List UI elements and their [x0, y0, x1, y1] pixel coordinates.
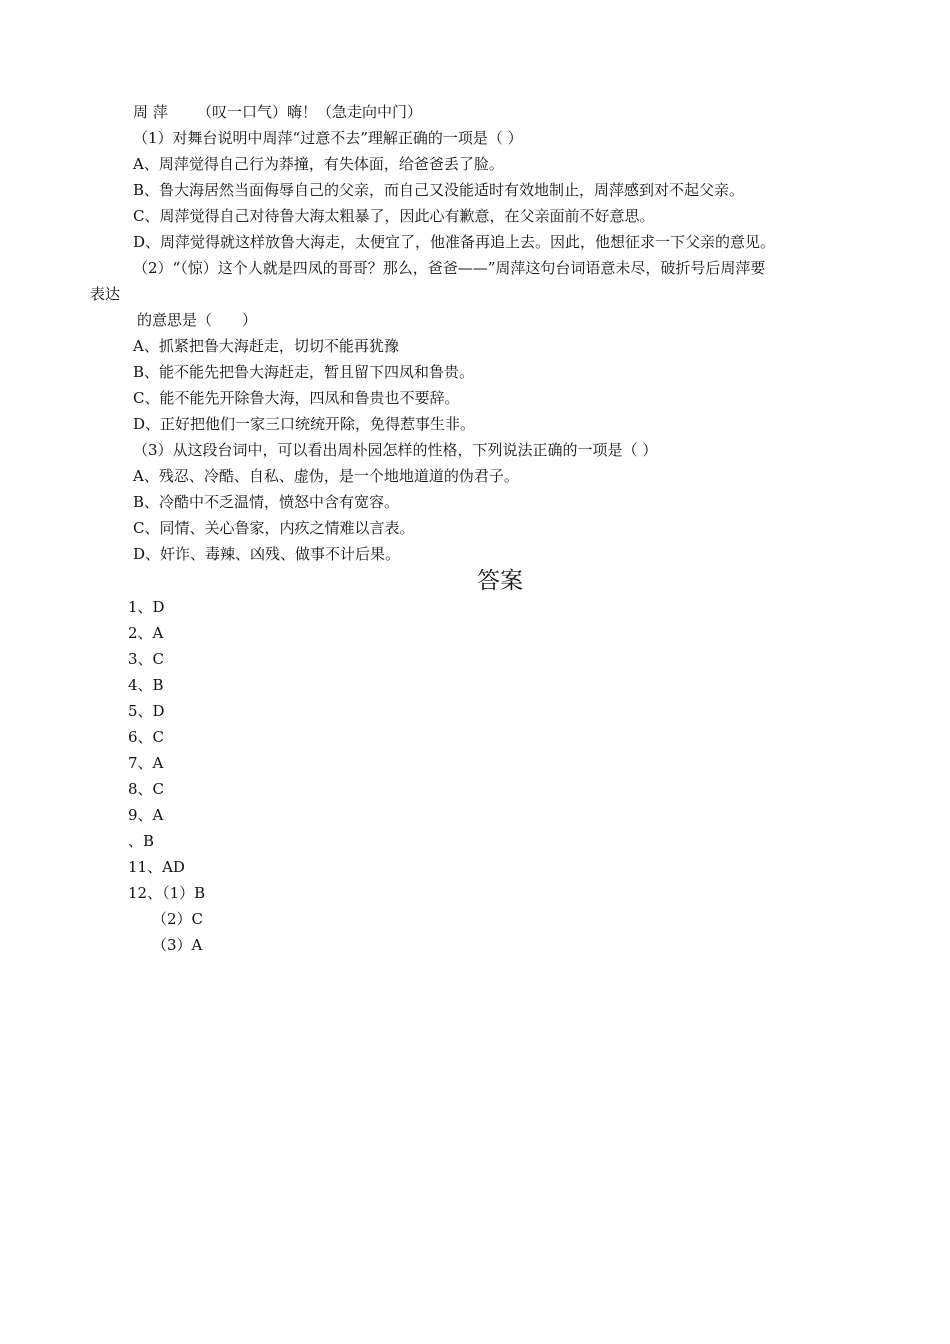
answer-item: 3、C [128, 650, 165, 668]
question-1-option-c: C、周萍觉得自己对待鲁大海太粗暴了，因此心有歉意，在父亲面前不好意思。 [133, 207, 655, 225]
question-3-option-b: B、冷酷中不乏温情，愤怒中含有宽容。 [133, 493, 400, 511]
question-2-stem-line1: （2）“（惊）这个人就是四凤的哥哥？那么，爸爸——”周萍这句台词语意未尽，破折号后周萍要 [133, 259, 766, 277]
answer-item: 2、A [128, 624, 164, 642]
answer-item: 12、（1）B [128, 884, 206, 902]
question-2-option-c: C、能不能先开除鲁大海，四凤和鲁贵也不要辞。 [133, 389, 460, 407]
answer-sub-item: （2）C [152, 910, 204, 928]
answers-heading: 答案 [477, 568, 523, 594]
answer-item: 9、A [128, 806, 164, 824]
question-3-option-a: A、残忍、冷酷、自私、虚伪，是一个地地道道的伪君子。 [133, 467, 519, 485]
question-1-option-b: B、鲁大海居然当面侮辱自己的父亲，而自己又没能适时有效地制止，周萍感到对不起父亲。 [133, 181, 745, 199]
question-2-option-b: B、能不能先把鲁大海赶走，暂且留下四凤和鲁贵。 [133, 363, 475, 381]
answer-item: 11、AD [128, 858, 185, 876]
stage-direction: （叹一口气）嗨！（急走向中门） [197, 103, 423, 121]
answer-item: 、B [128, 832, 155, 850]
question-1-option-a: A、周萍觉得自己行为莽撞，有失体面，给爸爸丢了脸。 [133, 155, 504, 173]
answer-item: 5、D [128, 702, 165, 720]
question-1-option-d: D、周萍觉得就这样放鲁大海走，太便宜了，他准备再追上去。因此，他想征求一下父亲的意见。 [133, 233, 776, 251]
answer-item: 1、D [128, 598, 165, 616]
speaker-name: 周 萍 [133, 103, 168, 121]
question-3-option-d: D、奸诈、毒辣、凶残、做事不计后果。 [133, 545, 401, 563]
answer-item: 4、B [128, 676, 164, 694]
question-1-stem: （1）对舞台说明中周萍“过意不去”理解正确的一项是（ ） [133, 129, 523, 147]
question-2-stem-line3: 的意思是（ ） [137, 311, 258, 329]
question-3-stem: （3）从这段台词中，可以看出周朴园怎样的性格，下列说法正确的一项是（ ） [133, 441, 658, 459]
answer-item: 6、C [128, 728, 165, 746]
question-2-option-a: A、抓紧把鲁大海赶走，切切不能再犹豫 [133, 337, 399, 355]
answer-item: 8、C [128, 780, 165, 798]
question-2-option-d: D、正好把他们一家三口统统开除，免得惹事生非。 [133, 415, 476, 433]
dialogue-line [133, 102, 422, 122]
question-2-stem-line2: 表达 [90, 285, 121, 303]
answer-sub-item: （3）A [152, 936, 203, 954]
question-3-option-c: C、同情、关心鲁家，内疚之情难以言表。 [133, 519, 415, 537]
answer-item: 7、A [128, 754, 164, 772]
